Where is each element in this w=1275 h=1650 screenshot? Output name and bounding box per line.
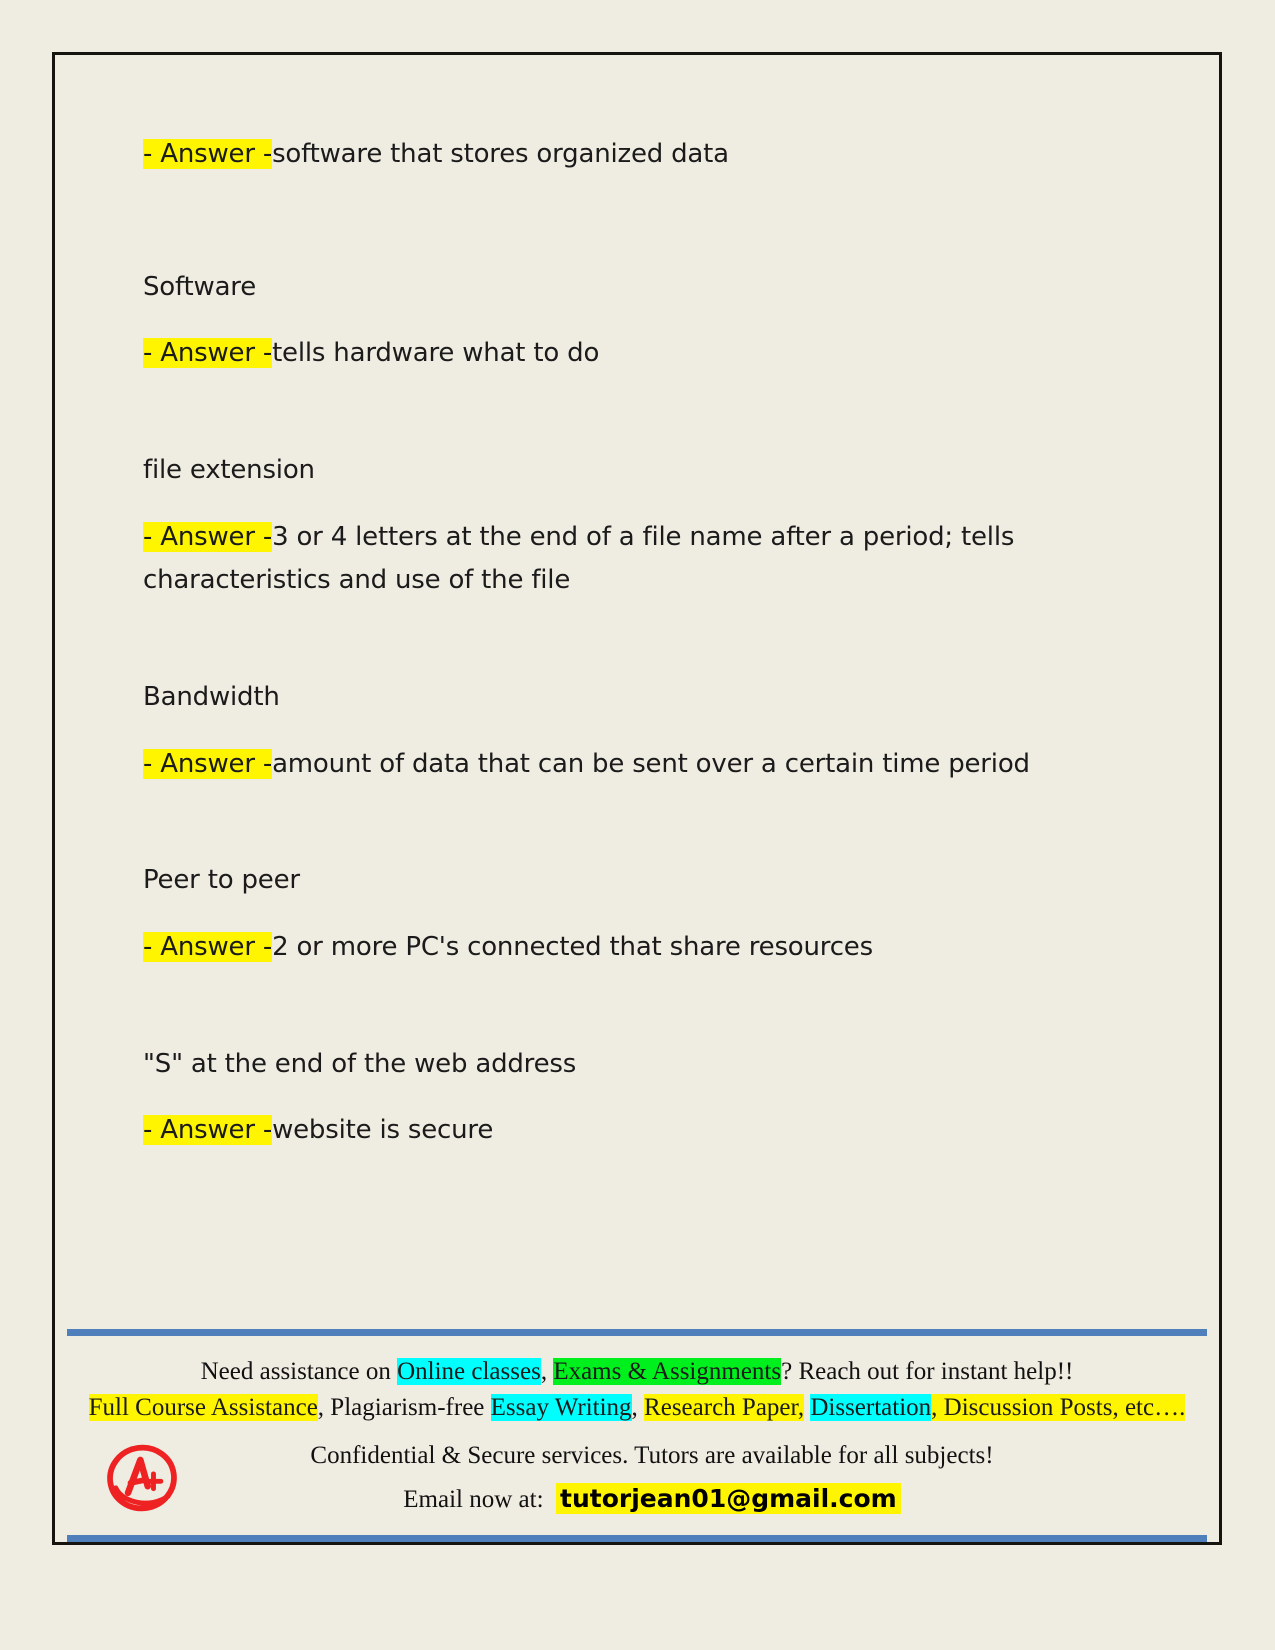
confidential-note: Confidential & Secure services. Tutors are available for all subjects!	[310, 1441, 994, 1469]
answer-label: - Answer -	[143, 139, 273, 169]
logo-container	[67, 1437, 217, 1519]
answer-line	[143, 332, 1153, 376]
spacer	[143, 822, 1153, 862]
answer-label: - Answer -	[143, 521, 273, 552]
document-body	[143, 133, 1153, 1189]
qa-block	[143, 1046, 1153, 1153]
qa-block	[143, 133, 1153, 177]
spacer	[143, 639, 1153, 679]
answer-label: - Answer -	[143, 748, 273, 779]
promo-text-part: ,	[631, 1393, 645, 1421]
spacer	[143, 213, 1153, 269]
promo-text-part: ? Reach out for instant help!!	[781, 1358, 1074, 1385]
term-label: "S" at the end of the web address	[143, 1048, 577, 1079]
answer-line	[143, 133, 1153, 177]
answer-text: 2 or more PC's connected that share resources	[272, 932, 873, 963]
term-label: Software	[143, 271, 257, 302]
email-label: Email now at:	[403, 1485, 544, 1513]
qa-block	[143, 679, 1153, 786]
promo-online-classes: Online classes	[397, 1358, 541, 1385]
promo-line-1	[67, 1354, 1207, 1390]
answer-text: amount of data that can be sent over a certain time period	[272, 748, 1030, 779]
qa-block	[143, 452, 1153, 603]
spacer	[143, 412, 1153, 452]
promo-exams-assignments: Exams & Assignments	[553, 1358, 782, 1385]
answer-text: website is secure	[272, 1115, 494, 1146]
term-label: Peer to peer	[143, 865, 300, 896]
divider-top	[67, 1329, 1207, 1336]
promo-full-course: Full Course Assistance	[88, 1393, 318, 1421]
answer-line	[143, 1109, 1153, 1153]
qa-block	[143, 862, 1153, 969]
promo-text-part: , Plagiarism-free	[317, 1393, 491, 1421]
promo-line-2	[67, 1390, 1207, 1426]
promo-essay-writing: Essay Writing	[490, 1393, 632, 1421]
promo-dissertation: Dissertation	[810, 1393, 932, 1421]
answer-line	[143, 743, 1153, 787]
promo-bottom-row	[67, 1437, 1207, 1519]
a-plus-grade-icon	[101, 1437, 183, 1519]
promo-text-part: ,	[540, 1358, 554, 1385]
promo-discussion-posts: , Discussion Posts, etc….	[931, 1393, 1186, 1421]
answer-text: software that stores organized data	[272, 139, 729, 169]
answer-text: 3 or 4 letters at the end of a file name after a period; tells characteristics and use of the file	[143, 521, 1015, 596]
divider-bottom	[67, 1535, 1207, 1542]
email-row	[217, 1480, 1087, 1519]
answer-text: tells hardware what to do	[272, 338, 600, 369]
email-address[interactable]: tutorjean01@gmail.com	[556, 1483, 901, 1514]
document-page	[52, 52, 1222, 1545]
answer-line	[143, 516, 1153, 603]
qa-block	[143, 269, 1153, 376]
promo-research-paper: Research Paper,	[644, 1393, 805, 1421]
answer-label: - Answer -	[143, 338, 273, 369]
answer-label: - Answer -	[143, 1115, 273, 1146]
promo-text-part: Need assistance on	[200, 1358, 398, 1385]
spacer	[143, 1006, 1153, 1046]
term-label: Bandwidth	[143, 682, 280, 713]
term-label: file extension	[143, 455, 315, 486]
promo-footer	[67, 1329, 1207, 1542]
answer-line	[143, 926, 1153, 970]
promo-contact-block	[217, 1438, 1207, 1519]
answer-label: - Answer -	[143, 932, 273, 963]
